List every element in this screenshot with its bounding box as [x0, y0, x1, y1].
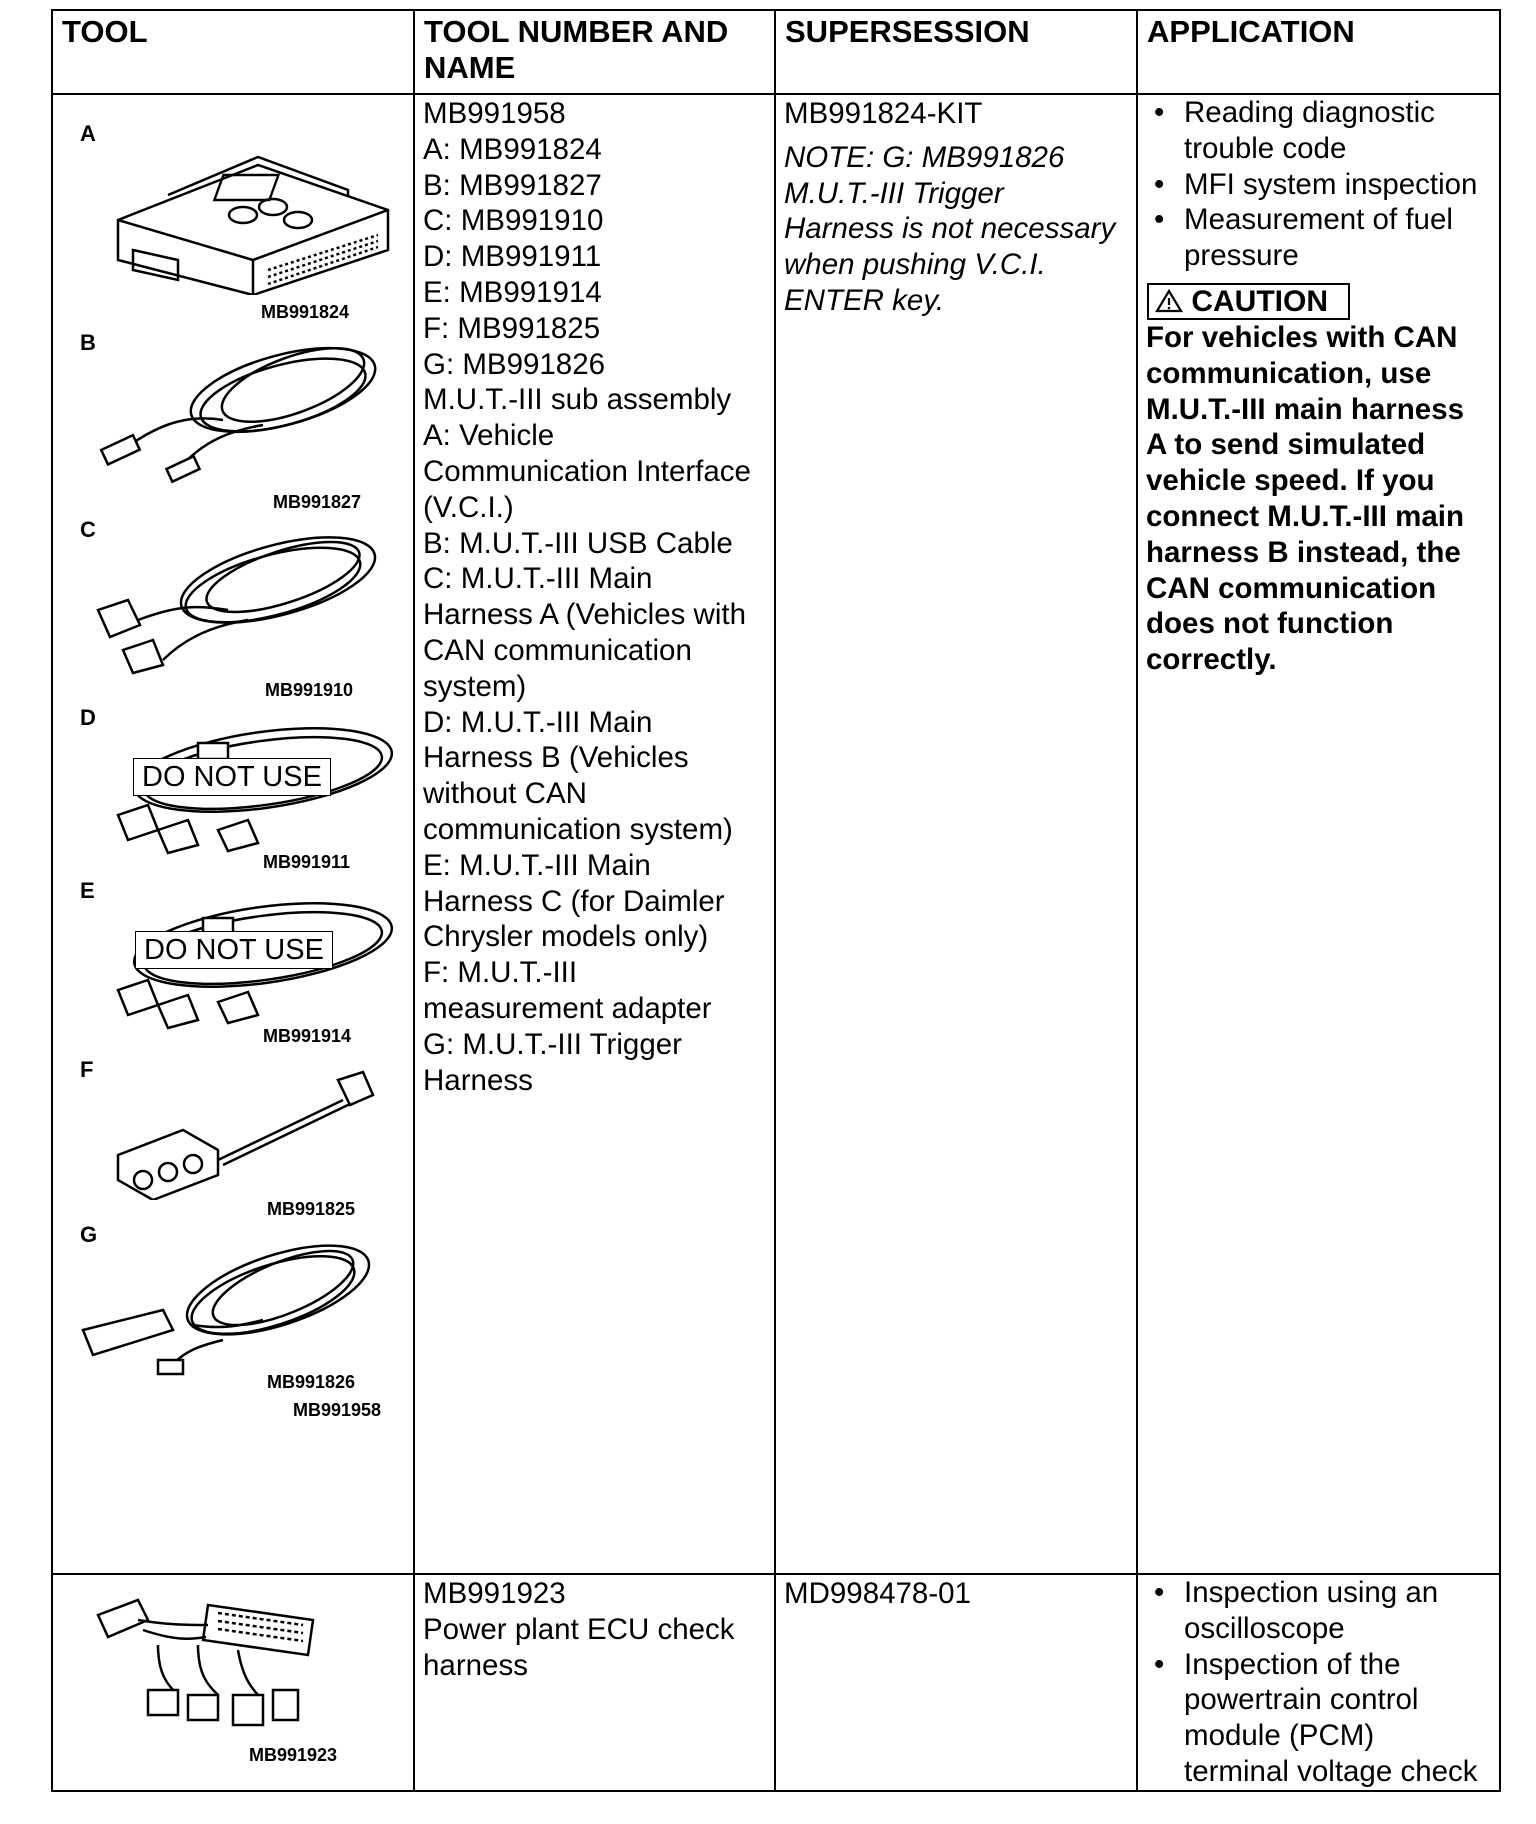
text-line: Communication Interface [423, 454, 751, 488]
table-row [52, 1574, 1500, 1791]
text-line: system) [423, 669, 527, 703]
text-line: B: M.U.T.-III USB Cable [423, 526, 733, 560]
text-line: F: MB991825 [423, 311, 601, 345]
part-number-label: MB991825 [267, 1199, 356, 1219]
table-row [52, 94, 1500, 1574]
tool-letter-f: F [80, 1057, 94, 1082]
tool-letter-g: G [80, 1222, 98, 1247]
caution-line: vehicle speed. If you [1146, 464, 1435, 498]
vci-device-icon [108, 135, 398, 295]
caution-line: connect M.U.T.-III main [1146, 499, 1464, 533]
warning-triangle-icon [1155, 289, 1183, 313]
list-item-line: terminal voltage check [1184, 1754, 1478, 1788]
list-item-line: • Reading diagnostic [1184, 96, 1435, 129]
list-item-line: • Measurement of fuel [1184, 203, 1453, 237]
text-line: F: M.U.T.-III [423, 956, 578, 990]
tool-letter-d: D [80, 705, 96, 730]
application-cell [1137, 94, 1500, 1574]
list-item-line: trouble code [1184, 131, 1347, 165]
text-line: G: MB991826 [423, 347, 606, 381]
list-item [1184, 95, 1499, 167]
text-line: M.U.T.-III sub assembly [423, 383, 732, 417]
text-line: C: MB991910 [423, 204, 604, 238]
supersession-value: MD998478-01 [784, 1577, 971, 1610]
caution-line: For vehicles with CAN [1146, 320, 1458, 354]
caution-line: A to send simulated [1146, 428, 1426, 462]
caution-line: M.U.T.-III main harness [1146, 392, 1465, 426]
tool-number-and-name-text [415, 1575, 774, 1683]
note-line: ENTER key. [784, 283, 945, 317]
text-line: Power plant ECU check [423, 1612, 735, 1646]
special-tools-table [51, 9, 1501, 1792]
caution-text [1138, 320, 1499, 678]
list-item-line: oscilloscope [1184, 1611, 1345, 1645]
kit-part-number-label: MB991958 [293, 1400, 382, 1420]
caution-line: CAN communication [1146, 571, 1437, 605]
tool-number-and-name-cell [414, 1574, 775, 1791]
list-item [1184, 1647, 1499, 1790]
text-line: Harness [423, 1063, 533, 1097]
tool-letter-c: C [80, 517, 96, 542]
application-cell [1137, 1574, 1500, 1791]
part-number-label: MB991911 [263, 852, 351, 872]
caution-line: does not function [1146, 607, 1394, 641]
text-line: A: MB991824 [423, 132, 602, 166]
list-item [1184, 167, 1499, 203]
caution-label: CAUTION [1191, 284, 1328, 318]
text-line: Harness C (for Daimler [423, 884, 725, 918]
do-not-use-label: DO NOT USE [135, 931, 333, 969]
part-number-label: MB991914 [263, 1026, 352, 1046]
text-line: MB991958 [423, 97, 566, 130]
tool-letter-a: A [80, 121, 96, 146]
text-line: harness [423, 1648, 528, 1682]
header-supersession: SUPERSESSION [775, 10, 1137, 94]
header-application: APPLICATION [1137, 10, 1500, 94]
text-line: Chrysler models only) [423, 920, 709, 954]
caution-line: correctly. [1146, 643, 1277, 677]
text-line: G: M.U.T.-III Trigger [423, 1027, 682, 1061]
text-line: Harness B (Vehicles [423, 741, 689, 775]
text-line: B: MB991827 [423, 168, 602, 202]
supersession-cell [775, 94, 1137, 1574]
text-line: (V.C.I.) [423, 490, 514, 524]
main-harness-a-icon [78, 525, 398, 675]
text-line: A: Vehicle [423, 419, 555, 453]
text-line: without CAN [423, 777, 587, 811]
usb-cable-icon [83, 330, 393, 490]
list-item-line: powertrain control [1184, 1683, 1419, 1717]
tool-letter-e: E [80, 878, 95, 903]
trigger-harness-icon [73, 1230, 393, 1380]
tool-letter-b: B [80, 330, 96, 355]
list-item [1184, 202, 1499, 274]
do-not-use-label: DO NOT USE [133, 758, 331, 796]
text-line: E: MB991914 [423, 275, 602, 309]
header-tool-number-and-name: TOOL NUMBER AND NAME [414, 10, 775, 94]
application-list [1138, 95, 1499, 274]
part-number-label: MB991824 [261, 302, 350, 322]
caution-line: harness B instead, the [1146, 535, 1461, 569]
part-number-label: MB991910 [265, 680, 354, 700]
text-line: C: M.U.T.-III Main [423, 562, 653, 596]
application-list [1138, 1575, 1499, 1790]
measurement-adapter-icon [88, 1060, 388, 1200]
note-line: when pushing V.C.I. [784, 248, 1046, 282]
list-item-line: • MFI system inspection [1184, 167, 1478, 201]
tool-illustrations-cell [52, 94, 414, 1574]
ecu-check-harness-icon [78, 1585, 328, 1735]
table-header-row [52, 10, 1500, 94]
text-line: D: MB991911 [423, 240, 602, 274]
text-line: E: M.U.T.-III Main [423, 848, 651, 882]
tool-number-and-name-text [415, 95, 774, 1098]
list-item-line: module (PCM) [1184, 1719, 1375, 1753]
list-item-line: • Inspection using an [1184, 1576, 1439, 1609]
note-line: NOTE: G: MB991826 [784, 140, 1065, 174]
text-line: MB991923 [423, 1577, 566, 1610]
list-item-line: • Inspection of the [1184, 1647, 1401, 1681]
supersession-cell [775, 1574, 1137, 1791]
text-line: measurement adapter [423, 991, 712, 1025]
text-line: Harness A (Vehicles with [423, 598, 747, 632]
tool-number-and-name-cell [414, 94, 775, 1574]
text-line: CAN communication [423, 633, 692, 667]
caution-line: communication, use [1146, 356, 1432, 390]
note-line: Harness is not necessary [784, 212, 1116, 246]
supersession-value: MB991824-KIT [784, 97, 983, 130]
tool-illustration-cell [52, 1574, 414, 1791]
part-number-label: MB991827 [273, 492, 362, 512]
part-number-label: MB991923 [249, 1745, 338, 1765]
header-tool: TOOL [52, 10, 414, 94]
note-line: M.U.T.-III Trigger [784, 176, 1004, 210]
text-line: D: M.U.T.-III Main [423, 705, 653, 739]
part-number-label: MB991826 [267, 1372, 356, 1392]
text-line: communication system) [423, 812, 733, 846]
list-item [1184, 1575, 1499, 1647]
caution-box [1147, 283, 1350, 320]
supersession-note [776, 132, 1136, 319]
list-item-line: pressure [1184, 239, 1299, 273]
